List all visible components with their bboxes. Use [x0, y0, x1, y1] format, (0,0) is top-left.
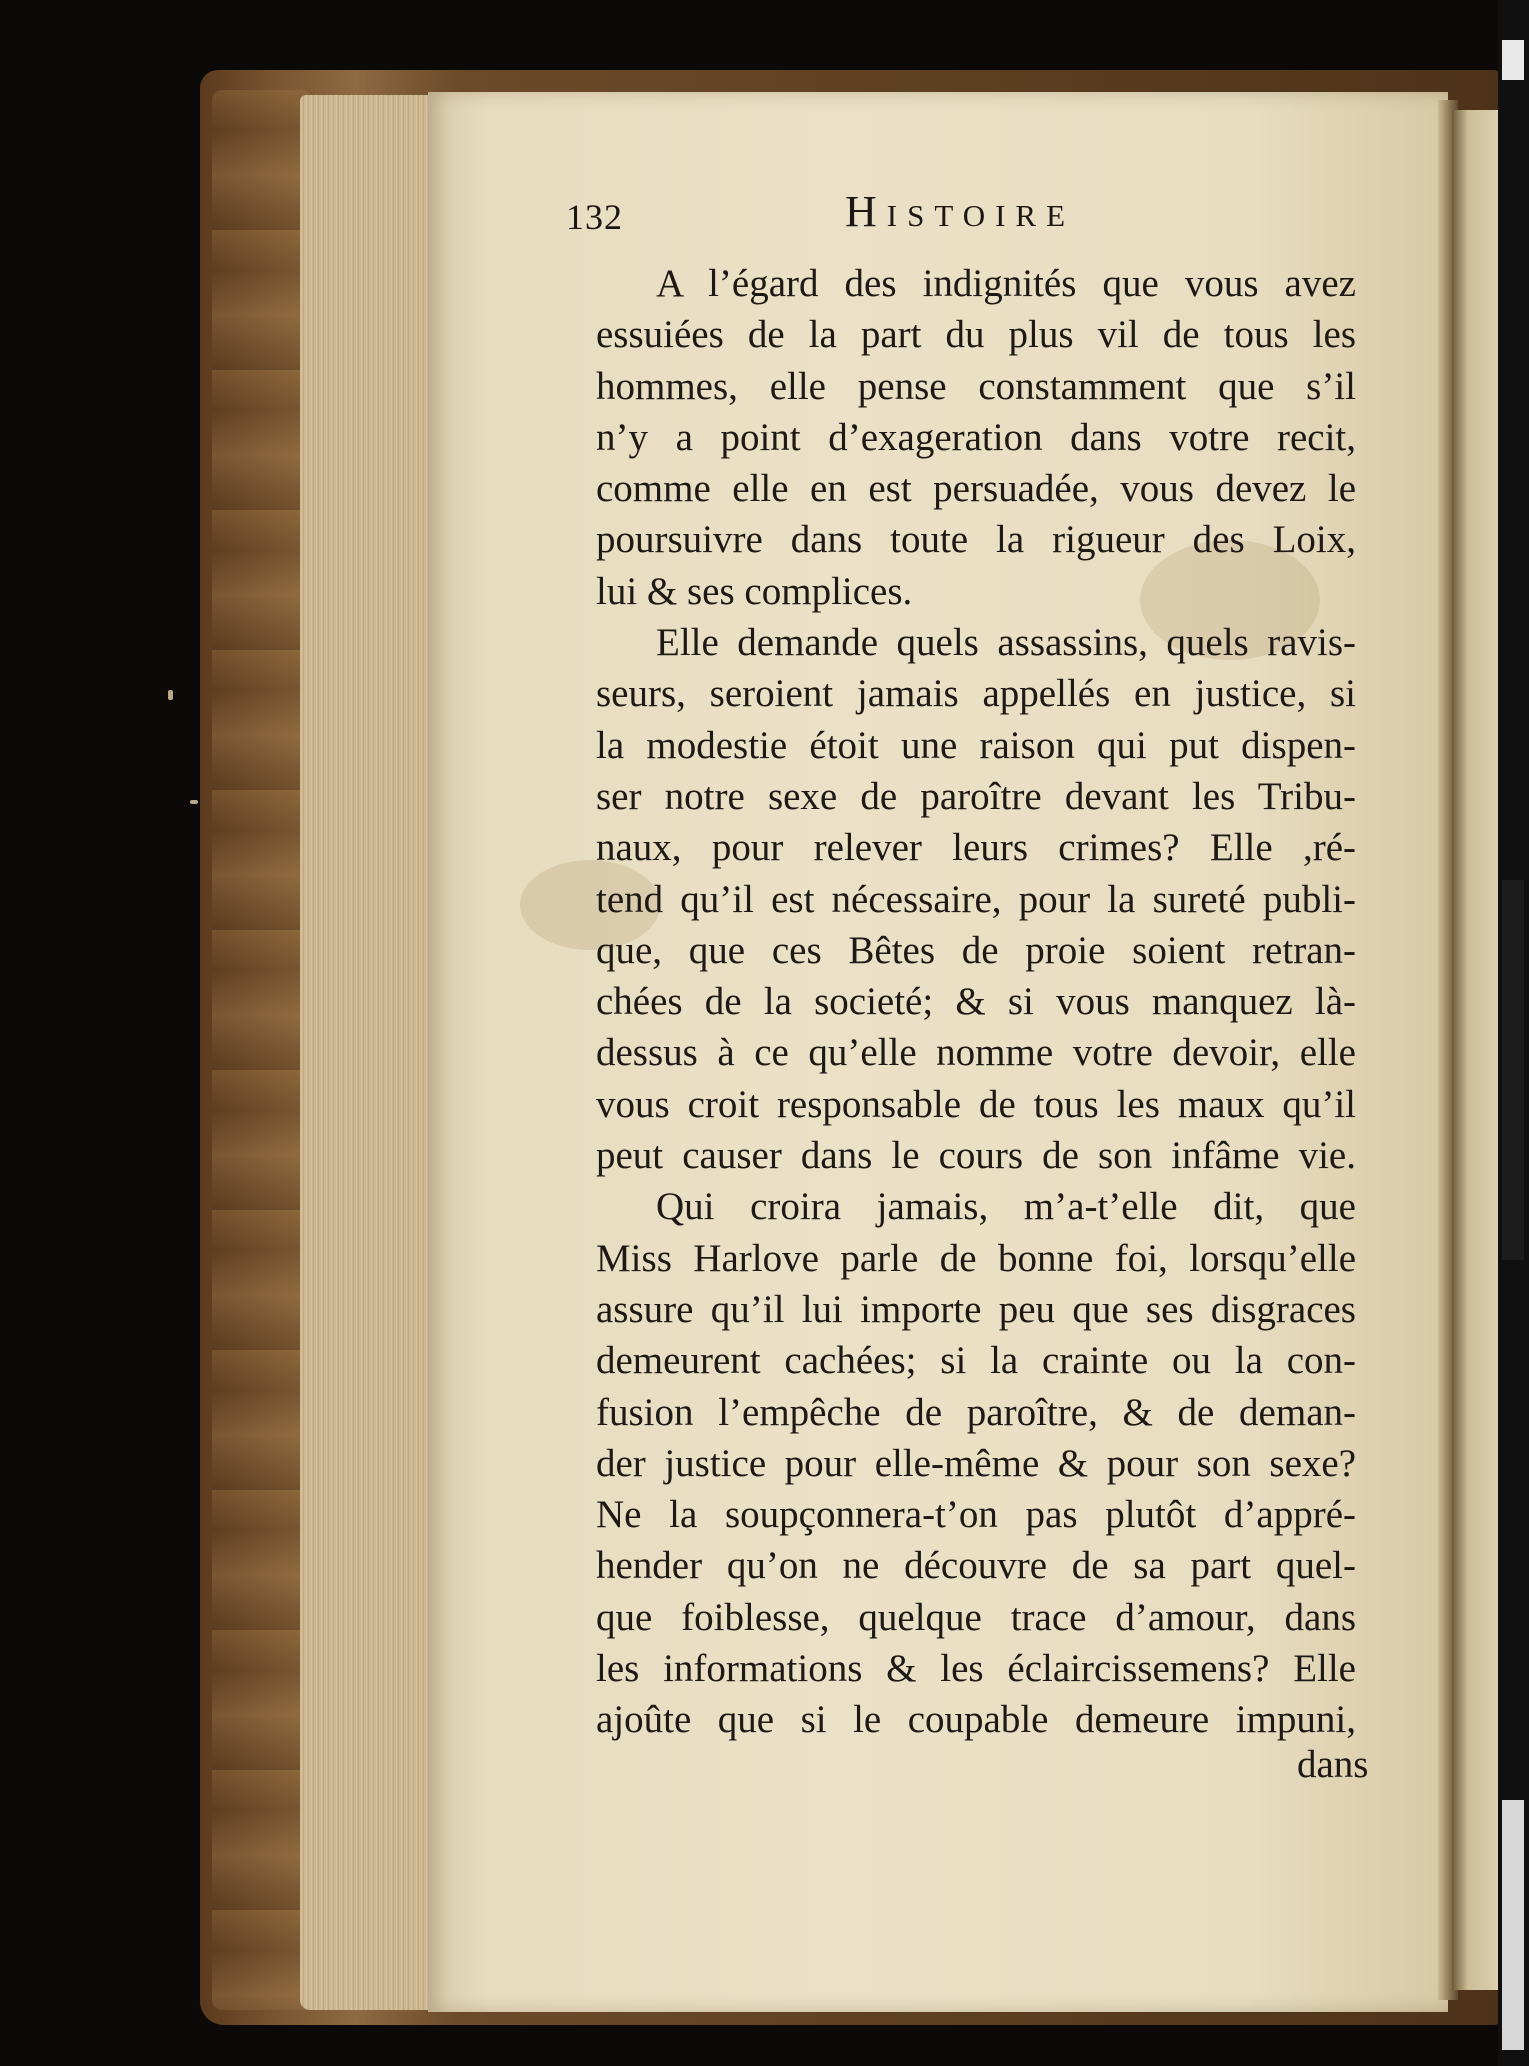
text-line: der justice pour elle-même & pour son sexe? [596, 1441, 1356, 1485]
text-line: Elle demande quels assassins, quels ravis- [656, 621, 1356, 665]
text-line: peut causer dans le cours de son infâme vie. [596, 1134, 1356, 1178]
text-line: fusion l’empêche de paroître, & de deman- [596, 1390, 1356, 1434]
text-line: n’y a point d’exageration dans votre recit, [596, 415, 1356, 459]
ruler-mark [1502, 40, 1524, 80]
text-line: les informations & les éclaircissemens? Elle [596, 1647, 1356, 1691]
text-line: Ne la soupçonnera-t’on pas plutôt d’appré- [596, 1493, 1356, 1537]
text-line: hommes, elle pense constamment que s’il [596, 364, 1356, 408]
text-line: seurs, seroient jamais appellés en justice, si [596, 672, 1356, 716]
running-title: Histoire [845, 187, 1076, 236]
ruler-mark [1502, 1800, 1524, 2050]
scan-speck [190, 800, 198, 804]
page-edges [300, 95, 440, 2010]
text-line: que, que ces Bêtes de proie soient retran- [596, 928, 1356, 972]
page-number: 132 [566, 197, 623, 237]
text-line: dessus à ce qu’elle nomme votre devoir, elle [596, 1031, 1356, 1075]
text-line: assure qu’il lui importe peu que ses disgraces [596, 1287, 1356, 1331]
text-line: essuiées de la part du plus vil de tous les [596, 313, 1356, 357]
text-line: A l’égard des indignités que vous avez [656, 262, 1356, 305]
text-line: comme elle en est persuadée, vous devez le [596, 467, 1356, 511]
body-text [596, 258, 1356, 1746]
text-line: demeurent cachées; si la crainte ou la con- [596, 1339, 1356, 1383]
text-line: tend qu’il est nécessaire, pour la sureté publi- [596, 877, 1356, 921]
text-line: Qui croira jamais, m’a-t’elle dit, que [656, 1185, 1356, 1229]
text-line: ajoûte que si le coupable demeure impuni, [596, 1698, 1356, 1742]
text-line: chées de la societé; & si vous manquez là- [596, 980, 1356, 1024]
catchword: dans [1297, 1743, 1369, 1786]
text-line: poursuivre dans toute la rigueur des Loix, [596, 518, 1356, 562]
scan-speck [168, 690, 173, 700]
text-line: que foiblesse, quelque trace d’amour, dans [596, 1595, 1356, 1639]
text-line: lui & ses complices. [596, 569, 913, 613]
text-line: Miss Harlove parle de bonne foi, lorsqu’elle [596, 1236, 1356, 1280]
cover-edge-texture [212, 90, 312, 2010]
text-line: hender qu’on ne découvre de sa part quel- [596, 1544, 1356, 1588]
ruler-mark [1502, 880, 1524, 1260]
text-line: naux, pour relever leurs crimes? Elle ,ré- [596, 826, 1356, 870]
text-line: vous croit responsable de tous les maux qu’il [596, 1082, 1356, 1126]
text-line: ser notre sexe de paroître devant les Tribu- [596, 774, 1356, 818]
facing-page-edge [1452, 110, 1498, 1990]
text-line: la modestie étoit une raison qui put dispen- [596, 723, 1356, 767]
